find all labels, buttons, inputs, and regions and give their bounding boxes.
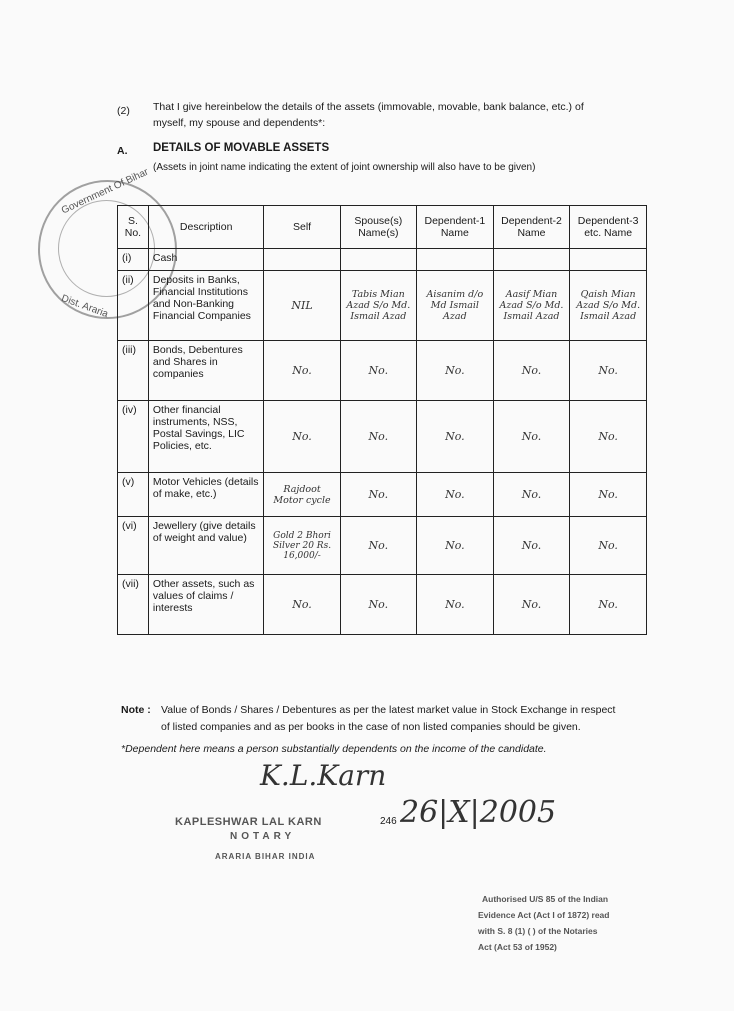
col-description: Description [148, 206, 264, 249]
intro-line1: That I give hereinbelow the details of the assets (immovable, movable, bank balance, etc.) of [153, 101, 584, 113]
dependent-2-value: No. [493, 473, 570, 517]
table-row [118, 517, 647, 575]
note-line2: of listed companies and as per books in the case of non listed companies should be given. [161, 721, 581, 733]
self-value: Rajdoot Motor cycle [264, 473, 340, 517]
seal-bottom-text: Dist. Araria [59, 292, 110, 321]
row-number: (i) [118, 249, 149, 271]
footer-stamp-line1: Authorised U/S 85 of the Indian [482, 894, 609, 904]
spouse-value: No. [340, 473, 416, 517]
table-row [118, 575, 647, 635]
dependent-1-value [417, 249, 494, 271]
dependent-3-value: No. [570, 401, 647, 473]
dependent-2-value [493, 249, 570, 271]
row-description: Other financial instruments, NSS, Postal Savings, LIC Policies, etc. [148, 401, 264, 473]
self-value: Gold 2 Bhori Silver 20 Rs. 16,000/- [264, 517, 340, 575]
section-title: DETAILS OF MOVABLE ASSETS [153, 142, 330, 154]
spouse-value: No. [340, 341, 416, 401]
notary-name: KAPLESHWAR LAL KARN [175, 816, 322, 828]
note-label: Note : [121, 704, 151, 716]
table-row [118, 473, 647, 517]
dependent-3-value: No. [570, 575, 647, 635]
row-number: (vii) [118, 575, 149, 635]
table-header-row [118, 206, 647, 249]
spouse-value: No. [340, 517, 416, 575]
footer-stamp-line4: Act (Act 53 of 1952) [478, 942, 557, 952]
spouse-value: Tabis Mian Azad S/o Md. Ismail Azad [340, 271, 416, 341]
movable-assets-table [117, 205, 647, 635]
col-dependent-2: Dependent-2 Name [493, 206, 570, 249]
dependent-3-value: No. [570, 517, 647, 575]
spouse-value [340, 249, 416, 271]
col-dependent-1: Dependent-1 Name [417, 206, 494, 249]
table-row [118, 401, 647, 473]
notary-title: NOTARY [230, 831, 296, 842]
dependent-1-value: No. [417, 401, 494, 473]
signature-date: 26|X|2005 [400, 795, 557, 830]
col-self: Self [264, 206, 340, 249]
table-row [118, 271, 647, 341]
row-description: Bonds, Debentures and Shares in companies [148, 341, 264, 401]
intro-line2: myself, my spouse and dependents*: [153, 117, 326, 129]
dependent-3-value: No. [570, 341, 647, 401]
section-subtitle: (Assets in joint name indicating the extent of joint ownership will also have to be given) [153, 162, 536, 173]
col-dependent-3: Dependent-3 etc. Name [570, 206, 647, 249]
dependent-2-value: No. [493, 517, 570, 575]
col-spouse: Spouse(s) Name(s) [340, 206, 416, 249]
dependent-2-value: No. [493, 341, 570, 401]
note-dependent: *Dependent here means a person substantially dependents on the income of the candidate. [121, 743, 547, 755]
dependent-1-value: No. [417, 341, 494, 401]
footer-stamp-line3: with S. 8 (1) ( ) of the Notaries [478, 926, 598, 936]
dependent-3-value: No. [570, 473, 647, 517]
row-description: Deposits in Banks, Financial Institutions and Non-Banking Financial Companies [148, 271, 264, 341]
self-value: No. [264, 401, 340, 473]
intro-number: (2) [117, 105, 130, 117]
notary-reg-number: 246 [380, 816, 397, 827]
row-number: (ii) [118, 271, 149, 341]
self-value: No. [264, 341, 340, 401]
section-letter: A. [117, 145, 128, 157]
dependent-1-value: No. [417, 473, 494, 517]
note-line1: Value of Bonds / Shares / Debentures as per the latest market value in Stock Exchange in respect [161, 704, 616, 716]
row-number: (iv) [118, 401, 149, 473]
row-description: Motor Vehicles (details of make, etc.) [148, 473, 264, 517]
signature-initials: K.L.Karn [260, 759, 387, 792]
notary-place: ARARIA BIHAR INDIA [215, 852, 316, 861]
row-description: Other assets, such as values of claims / interests [148, 575, 264, 635]
dependent-3-value [570, 249, 647, 271]
dependent-2-value: Aasif Mian Azad S/o Md. Ismail Azad [493, 271, 570, 341]
row-number: (vi) [118, 517, 149, 575]
spouse-value: No. [340, 401, 416, 473]
table-row [118, 249, 647, 271]
row-number: (v) [118, 473, 149, 517]
seal-ring-text: Government Of Bihar [59, 166, 151, 217]
dependent-1-value: No. [417, 575, 494, 635]
dependent-2-value: No. [493, 575, 570, 635]
dependent-2-value: No. [493, 401, 570, 473]
self-value: No. [264, 575, 340, 635]
row-number: (iii) [118, 341, 149, 401]
self-value [264, 249, 340, 271]
table-row [118, 341, 647, 401]
dependent-3-value: Qaish Mian Azad S/o Md. Ismail Azad [570, 271, 647, 341]
dependent-1-value: Aisanim d/o Md Ismail Azad [417, 271, 494, 341]
col-sno: S. No. [118, 206, 149, 249]
self-value: NIL [264, 271, 340, 341]
row-description: Cash [148, 249, 264, 271]
row-description: Jewellery (give details of weight and value) [148, 517, 264, 575]
spouse-value: No. [340, 575, 416, 635]
footer-stamp-line2: Evidence Act (Act I of 1872) read [478, 910, 610, 920]
dependent-1-value: No. [417, 517, 494, 575]
